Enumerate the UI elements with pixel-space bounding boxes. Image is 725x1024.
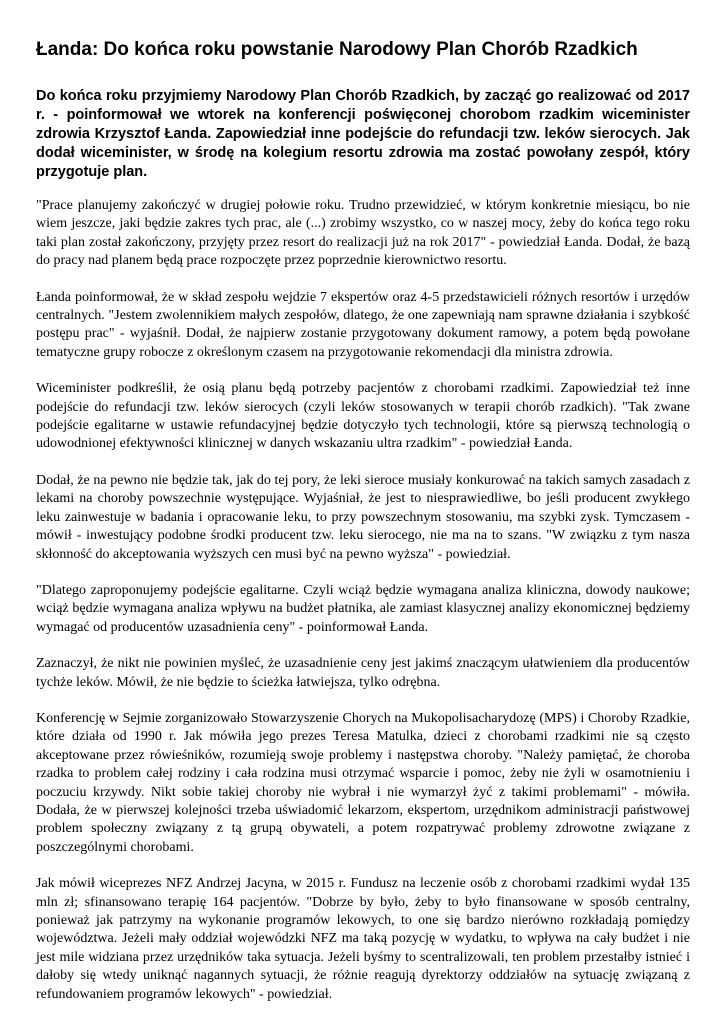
article-title: Łanda: Do końca roku powstanie Narodowy Plan Chorób Rzadkich: [36, 39, 638, 60]
article-lead: Do końca roku przyjmiemy Narodowy Plan Chorób Rzadkich, by zacząć go realizować od 2017 r. - poinformował we wtorek na konferencji poświęconej chorobom rzadkim wiceminister zdrowia Krzysztof Łanda. Zapowiedział inne podejście do refundacji tzw. leków sierocych. Jak dodał wiceminister, w środę na kolegium resortu zdrowia ma zostać powołany zespół, który przygotuje plan.: [36, 88, 690, 180]
article-paragraph-5: "Dlatego zaproponujemy podejście egalitarne. Czyli wciąż będzie wymagana analiza kliniczna, dowody naukowe; wciąż będzie wymagana analiza wpływu na budżet płatnika, ale zamiast klasycznej analizy ekonomicznej będziemy wymagać od producentów uzasadnienia ceny" - poinformował Łanda.: [36, 582, 690, 635]
article-paragraph-8: Jak mówił wiceprezes NFZ Andrzej Jacyna, w 2015 r. Fundusz na leczenie osób z chorobami rzadkimi wydał 135 mln zł; sfinansowano terapię 164 pacjentów. "Dobrze by było, żeby to było finansowane w sposób centralny, ponieważ jak patrzymy na wykonanie programów lekowych, to one się bardzo nierówno rozkładają pomiędzy województwa. Jeżeli mały oddział wojewódzki NFZ ma taką pozycję w wydatku, to wpływa na cały budżet i nie jest mile widziana przez urzędników taka sytuacja. Jeżeli byśmy to scentralizowali, ten problem przestałby istnieć i dałoby się wtedy uniknąć nagannych sytuacji, że różnie reagują dyrektorzy oddziałów na sytuację związaną z refundowaniem programów lekowych" - powiedział.: [36, 876, 690, 1002]
article-paragraph-3: Wiceminister podkreślił, że osią planu będą potrzeby pacjentów z chorobami rzadkimi. Zapowiedział też inne podejście do refundacji tzw. leków sierocych (czyli leków stosowanych w terapii chorób rzadkich). "Tak zwane podejście egalitarne w ustawie refundacyjnej będzie dotyczyło tych technologii, które są pierwszą technologią o udowodnionej efektywności klinicznej w danych wskazaniu ultra rzadkim" - powiedział Łanda.: [36, 381, 690, 452]
document-page: [36, 26, 690, 1022]
article-paragraph-2: Łanda poinformował, że w skład zespołu wejdzie 7 ekspertów oraz 4-5 przedstawicieli różnych resortów i urzędów centralnych. "Jestem zwolennikiem małych zespołów, dlatego, że one zapewniają nam sprawne działania i szybkość postępu prac" - wyjaśnił. Dodał, że najpierw zostanie przygotowany dokument ramowy, a potem będą powołane tematyczne grupy robocze z określonym czasem na przygotowanie rekomendacji dla ministra zdrowia.: [36, 289, 690, 360]
article-paragraph-7: Konferencję w Sejmie zorganizowało Stowarzyszenie Chorych na Mukopolisacharydozę (MPS) i Choroby Rzadkie, które działa od 1990 r. Jak mówiła jego prezes Teresa Matulka, dzieci z chorobami rzadkimi nie są często akceptowane przez rówieśników, rozumieją swoje problemy i następstwa choroby. "Należy pamiętać, że choroba rzadka to problem całej rodziny i cała rodzina musi otrzymać wsparcie i pomoc, żeby nie żyli w osamotnieniu i poczuciu krzywdy. Nikt sobie takiej choroby nie wybrał i nie wymarzył żyć z takimi problemami" - mówiła. Dodała, że w pierwszej kolejności trzeba uświadomić lekarzom, ekspertom, urzędnikom administracji państwowej problem społeczny związany z tą grupą obywateli, a potem rozpatrywać problemy zdrowotne związane z poszczególnymi chorobami.: [36, 710, 690, 855]
article-paragraph-6: Zaznaczył, że nikt nie powinien myśleć, że uzasadnienie ceny jest jakimś znaczącym ułatwieniem dla producentów tychże leków. Mówił, że nie będzie to ścieżka łatwiejsza, tylko odrębna.: [36, 656, 690, 690]
article-paragraph-4: Dodał, że na pewno nie będzie tak, jak do tej pory, że leki sieroce musiały konkurować na takich samych zasadach z lekami na choroby powszechnie występujące. Wyjaśniał, że jest to niesprawiedliwe, bo jeśli producent zwykłego leku zainwestuje w badania i opracowanie leku, to przy powszechnym stosowaniu, ma szybki zysk. Tymczasem - mówił - inwestujący podobne środki producent tzw. leku sierocego, nie ma na to szans. "W związku z tym nasza skłonność do akceptowania wyższych cen musi być na pewno wyższa" - powiedział.: [36, 472, 690, 562]
article-paragraph-1: "Prace planujemy zakończyć w drugiej połowie roku. Trudno przewidzieć, w którym konkretnie miesiącu, bo nie wiem jeszcze, jaki będzie zakres tych prac, ale (...) zrobimy wszystko, co w naszej mocy, żeby do końca tego roku taki plan został zakończony, przyjęty przez resort do realizacji już na rok 2017" - powiedział Łanda. Dodał, że bazą do pracy nad planem będą prace rozpoczęte przez poprzednie kierownictwo resortu.: [36, 198, 690, 269]
